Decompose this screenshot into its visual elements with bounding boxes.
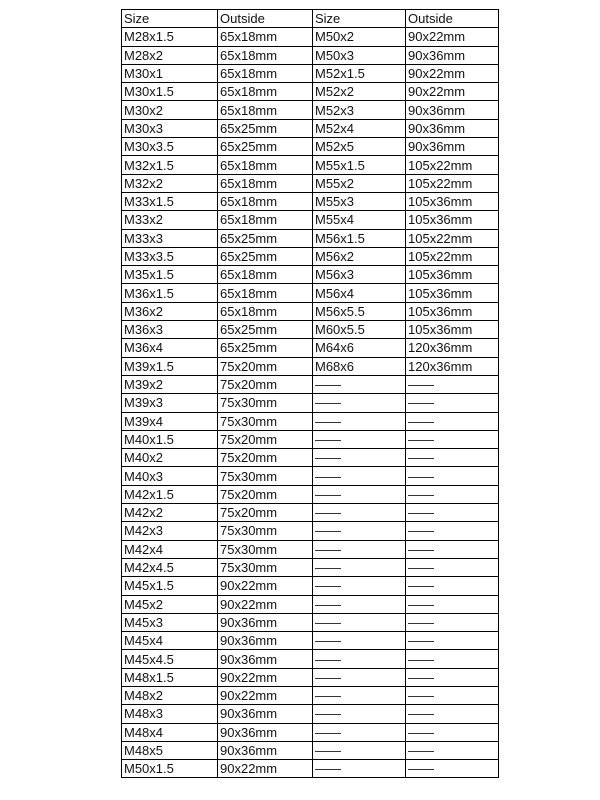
cell-size-right: M56x3 bbox=[313, 266, 406, 284]
table-row bbox=[122, 28, 499, 46]
cell-size-right: —— bbox=[313, 577, 406, 595]
cell-outside-right: —— bbox=[406, 449, 499, 467]
cell-outside-right: —— bbox=[406, 650, 499, 668]
cell-size-left: M30x3 bbox=[122, 119, 218, 137]
cell-size-right: —— bbox=[313, 540, 406, 558]
cell-outside-left: 90x36mm bbox=[218, 613, 313, 631]
cell-size-left: M48x1.5 bbox=[122, 668, 218, 686]
table-row bbox=[122, 540, 499, 558]
table-row bbox=[122, 247, 499, 265]
cell-outside-left: 65x25mm bbox=[218, 138, 313, 156]
table-row bbox=[122, 467, 499, 485]
cell-outside-left: 65x18mm bbox=[218, 64, 313, 82]
table-row bbox=[122, 760, 499, 778]
cell-outside-right: 90x36mm bbox=[406, 101, 499, 119]
table-row bbox=[122, 211, 499, 229]
cell-outside-right: 120x36mm bbox=[406, 357, 499, 375]
table-row bbox=[122, 522, 499, 540]
table-row bbox=[122, 595, 499, 613]
cell-outside-right: —— bbox=[406, 504, 499, 522]
cell-outside-right: 105x36mm bbox=[406, 284, 499, 302]
cell-size-right: —— bbox=[313, 375, 406, 393]
table-row bbox=[122, 686, 499, 704]
cell-size-left: M48x2 bbox=[122, 686, 218, 704]
table-row bbox=[122, 138, 499, 156]
cell-size-left: M39x2 bbox=[122, 375, 218, 393]
table-row bbox=[122, 357, 499, 375]
cell-outside-right: —— bbox=[406, 741, 499, 759]
table-row bbox=[122, 485, 499, 503]
cell-size-left: M40x1.5 bbox=[122, 430, 218, 448]
cell-size-right: —— bbox=[313, 430, 406, 448]
cell-outside-right: —— bbox=[406, 375, 499, 393]
cell-outside-left: 75x30mm bbox=[218, 540, 313, 558]
cell-size-left: M30x3.5 bbox=[122, 138, 218, 156]
table-row bbox=[122, 394, 499, 412]
cell-outside-left: 90x36mm bbox=[218, 741, 313, 759]
cell-outside-right: 105x36mm bbox=[406, 302, 499, 320]
cell-size-right: M50x2 bbox=[313, 28, 406, 46]
cell-outside-right: 105x22mm bbox=[406, 247, 499, 265]
cell-outside-right: —— bbox=[406, 668, 499, 686]
table-row bbox=[122, 192, 499, 210]
cell-outside-left: 65x18mm bbox=[218, 302, 313, 320]
cell-outside-right: —— bbox=[406, 632, 499, 650]
table-row bbox=[122, 449, 499, 467]
cell-outside-right: 120x36mm bbox=[406, 339, 499, 357]
cell-outside-right: —— bbox=[406, 686, 499, 704]
table-row bbox=[122, 266, 499, 284]
cell-outside-left: 90x22mm bbox=[218, 760, 313, 778]
cell-outside-left: 90x36mm bbox=[218, 705, 313, 723]
table-row bbox=[122, 46, 499, 64]
cell-size-right: —— bbox=[313, 595, 406, 613]
cell-size-left: M48x4 bbox=[122, 723, 218, 741]
header-outside-left: Outside bbox=[218, 10, 313, 28]
cell-outside-right: —— bbox=[406, 540, 499, 558]
cell-outside-right: —— bbox=[406, 430, 499, 448]
cell-size-left: M33x3.5 bbox=[122, 247, 218, 265]
table-row bbox=[122, 302, 499, 320]
cell-outside-right: 90x22mm bbox=[406, 64, 499, 82]
cell-size-left: M36x4 bbox=[122, 339, 218, 357]
cell-outside-left: 90x22mm bbox=[218, 577, 313, 595]
table-row bbox=[122, 119, 499, 137]
table-row bbox=[122, 741, 499, 759]
cell-size-right: M50x3 bbox=[313, 46, 406, 64]
cell-outside-left: 65x18mm bbox=[218, 46, 313, 64]
cell-size-left: M50x1.5 bbox=[122, 760, 218, 778]
cell-size-left: M36x1.5 bbox=[122, 284, 218, 302]
table-body bbox=[122, 28, 499, 778]
cell-outside-left: 75x20mm bbox=[218, 504, 313, 522]
cell-outside-right: —— bbox=[406, 595, 499, 613]
cell-outside-right: —— bbox=[406, 705, 499, 723]
cell-outside-right: —— bbox=[406, 412, 499, 430]
cell-size-right: M55x4 bbox=[313, 211, 406, 229]
cell-outside-left: 65x18mm bbox=[218, 211, 313, 229]
cell-outside-left: 90x22mm bbox=[218, 686, 313, 704]
table-row bbox=[122, 577, 499, 595]
cell-size-right: M64x6 bbox=[313, 339, 406, 357]
cell-outside-right: 105x36mm bbox=[406, 321, 499, 339]
cell-size-right: M52x5 bbox=[313, 138, 406, 156]
cell-size-right: —— bbox=[313, 558, 406, 576]
cell-size-left: M36x2 bbox=[122, 302, 218, 320]
table-row bbox=[122, 64, 499, 82]
cell-outside-left: 65x25mm bbox=[218, 229, 313, 247]
cell-size-right: M56x1.5 bbox=[313, 229, 406, 247]
table-row bbox=[122, 229, 499, 247]
cell-outside-left: 65x18mm bbox=[218, 156, 313, 174]
table-row bbox=[122, 668, 499, 686]
cell-size-right: M56x4 bbox=[313, 284, 406, 302]
header-size-left: Size bbox=[122, 10, 218, 28]
cell-outside-right: —— bbox=[406, 394, 499, 412]
cell-size-right: M52x2 bbox=[313, 83, 406, 101]
cell-size-right: —— bbox=[313, 394, 406, 412]
table-row bbox=[122, 723, 499, 741]
cell-size-right: —— bbox=[313, 467, 406, 485]
table-row bbox=[122, 339, 499, 357]
cell-size-left: M45x3 bbox=[122, 613, 218, 631]
cell-outside-left: 65x25mm bbox=[218, 119, 313, 137]
cell-outside-right: 105x36mm bbox=[406, 211, 499, 229]
cell-outside-left: 65x25mm bbox=[218, 247, 313, 265]
cell-size-right: M52x3 bbox=[313, 101, 406, 119]
cell-outside-right: 90x36mm bbox=[406, 138, 499, 156]
cell-size-left: M40x2 bbox=[122, 449, 218, 467]
cell-size-right: —— bbox=[313, 504, 406, 522]
cell-outside-left: 90x36mm bbox=[218, 723, 313, 741]
cell-size-left: M45x2 bbox=[122, 595, 218, 613]
cell-size-left: M28x1.5 bbox=[122, 28, 218, 46]
table-row bbox=[122, 632, 499, 650]
cell-size-left: M33x2 bbox=[122, 211, 218, 229]
cell-size-left: M42x3 bbox=[122, 522, 218, 540]
table-row bbox=[122, 650, 499, 668]
cell-size-left: M48x3 bbox=[122, 705, 218, 723]
cell-outside-left: 75x20mm bbox=[218, 357, 313, 375]
cell-size-right: —— bbox=[313, 412, 406, 430]
cell-size-right: M55x2 bbox=[313, 174, 406, 192]
cell-outside-left: 90x22mm bbox=[218, 595, 313, 613]
cell-outside-left: 75x30mm bbox=[218, 467, 313, 485]
cell-size-left: M45x1.5 bbox=[122, 577, 218, 595]
cell-outside-right: —— bbox=[406, 522, 499, 540]
cell-outside-right: 105x36mm bbox=[406, 192, 499, 210]
table-row bbox=[122, 412, 499, 430]
cell-outside-right: —— bbox=[406, 485, 499, 503]
table-row bbox=[122, 83, 499, 101]
cell-outside-right: 90x22mm bbox=[406, 28, 499, 46]
cell-outside-left: 75x30mm bbox=[218, 412, 313, 430]
cell-outside-left: 65x18mm bbox=[218, 28, 313, 46]
cell-outside-right: 105x22mm bbox=[406, 174, 499, 192]
cell-outside-left: 65x25mm bbox=[218, 339, 313, 357]
cell-size-left: M42x4.5 bbox=[122, 558, 218, 576]
cell-size-right: —— bbox=[313, 705, 406, 723]
cell-size-left: M36x3 bbox=[122, 321, 218, 339]
cell-outside-right: 90x36mm bbox=[406, 46, 499, 64]
table-row bbox=[122, 321, 499, 339]
cell-outside-right: —— bbox=[406, 577, 499, 595]
cell-size-left: M45x4.5 bbox=[122, 650, 218, 668]
cell-outside-right: —— bbox=[406, 723, 499, 741]
cell-size-left: M33x3 bbox=[122, 229, 218, 247]
cell-outside-left: 75x30mm bbox=[218, 558, 313, 576]
cell-size-right: M55x1.5 bbox=[313, 156, 406, 174]
table-row bbox=[122, 705, 499, 723]
cell-size-right: M55x3 bbox=[313, 192, 406, 210]
cell-outside-right: 105x36mm bbox=[406, 266, 499, 284]
cell-size-right: M68x6 bbox=[313, 357, 406, 375]
cell-size-right: M52x1.5 bbox=[313, 64, 406, 82]
cell-outside-right: 105x22mm bbox=[406, 156, 499, 174]
cell-size-right: —— bbox=[313, 741, 406, 759]
cell-size-right: —— bbox=[313, 485, 406, 503]
table-row bbox=[122, 284, 499, 302]
table-row bbox=[122, 504, 499, 522]
cell-size-left: M39x1.5 bbox=[122, 357, 218, 375]
cell-outside-left: 90x22mm bbox=[218, 668, 313, 686]
size-table bbox=[121, 9, 499, 778]
cell-outside-left: 75x20mm bbox=[218, 430, 313, 448]
cell-size-left: M48x5 bbox=[122, 741, 218, 759]
header-outside-right: Outside bbox=[406, 10, 499, 28]
cell-outside-left: 75x30mm bbox=[218, 394, 313, 412]
header-size-right: Size bbox=[313, 10, 406, 28]
cell-size-right: —— bbox=[313, 632, 406, 650]
cell-size-left: M35x1.5 bbox=[122, 266, 218, 284]
cell-size-right: M56x5.5 bbox=[313, 302, 406, 320]
cell-outside-left: 90x36mm bbox=[218, 650, 313, 668]
header-row bbox=[122, 10, 499, 28]
cell-size-left: M42x2 bbox=[122, 504, 218, 522]
cell-outside-right: —— bbox=[406, 760, 499, 778]
cell-size-left: M33x1.5 bbox=[122, 192, 218, 210]
cell-outside-left: 75x20mm bbox=[218, 485, 313, 503]
cell-size-right: —— bbox=[313, 723, 406, 741]
cell-size-left: M39x3 bbox=[122, 394, 218, 412]
cell-size-right: —— bbox=[313, 668, 406, 686]
cell-size-right: —— bbox=[313, 650, 406, 668]
cell-size-left: M42x1.5 bbox=[122, 485, 218, 503]
cell-outside-right: 105x22mm bbox=[406, 229, 499, 247]
cell-size-right: —— bbox=[313, 522, 406, 540]
cell-size-right: M56x2 bbox=[313, 247, 406, 265]
cell-size-left: M42x4 bbox=[122, 540, 218, 558]
cell-outside-left: 65x18mm bbox=[218, 101, 313, 119]
table-row bbox=[122, 156, 499, 174]
cell-size-left: M39x4 bbox=[122, 412, 218, 430]
cell-size-right: —— bbox=[313, 686, 406, 704]
cell-outside-right: —— bbox=[406, 558, 499, 576]
cell-size-right: M60x5.5 bbox=[313, 321, 406, 339]
cell-size-left: M40x3 bbox=[122, 467, 218, 485]
cell-outside-left: 75x20mm bbox=[218, 449, 313, 467]
cell-outside-left: 75x20mm bbox=[218, 375, 313, 393]
table-row bbox=[122, 430, 499, 448]
cell-outside-right: 90x22mm bbox=[406, 83, 499, 101]
cell-size-right: M52x4 bbox=[313, 119, 406, 137]
cell-size-left: M28x2 bbox=[122, 46, 218, 64]
cell-outside-right: —— bbox=[406, 467, 499, 485]
cell-outside-right: —— bbox=[406, 613, 499, 631]
cell-size-right: —— bbox=[313, 760, 406, 778]
cell-outside-left: 65x18mm bbox=[218, 192, 313, 210]
cell-outside-left: 65x18mm bbox=[218, 83, 313, 101]
cell-size-left: M30x2 bbox=[122, 101, 218, 119]
table-row bbox=[122, 613, 499, 631]
table-row bbox=[122, 558, 499, 576]
cell-outside-right: 90x36mm bbox=[406, 119, 499, 137]
table-row bbox=[122, 375, 499, 393]
cell-outside-left: 90x36mm bbox=[218, 632, 313, 650]
cell-size-right: —— bbox=[313, 613, 406, 631]
cell-outside-left: 65x18mm bbox=[218, 174, 313, 192]
table-row bbox=[122, 101, 499, 119]
cell-outside-left: 65x18mm bbox=[218, 284, 313, 302]
cell-size-left: M32x1.5 bbox=[122, 156, 218, 174]
cell-size-left: M30x1.5 bbox=[122, 83, 218, 101]
cell-outside-left: 65x25mm bbox=[218, 321, 313, 339]
table-row bbox=[122, 174, 499, 192]
cell-outside-left: 75x30mm bbox=[218, 522, 313, 540]
cell-size-right: —— bbox=[313, 449, 406, 467]
cell-size-left: M45x4 bbox=[122, 632, 218, 650]
cell-outside-left: 65x18mm bbox=[218, 266, 313, 284]
cell-size-left: M32x2 bbox=[122, 174, 218, 192]
cell-size-left: M30x1 bbox=[122, 64, 218, 82]
